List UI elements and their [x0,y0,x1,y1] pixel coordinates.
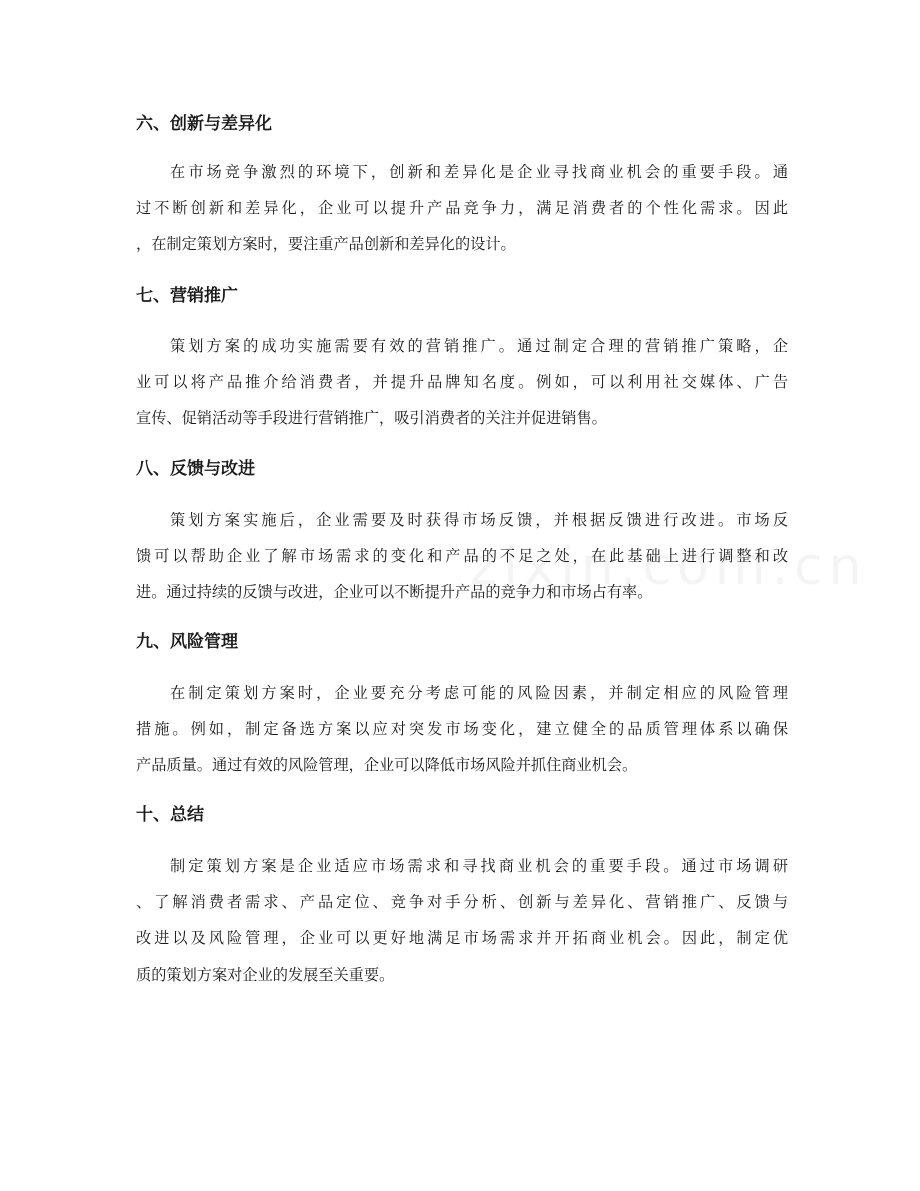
paragraph-line: 在制定策划方案时，企业要充分考虑可能的风险因素，并制定相应的风险管理 [170,684,788,702]
section-heading-marketing: 七、营销推广 [136,286,238,306]
section-paragraph-marketing [136,328,788,437]
section-heading-risk: 九、风险管理 [136,632,238,652]
paragraph-line: 宣传、促销活动等手段进行营销推广，吸引消费者的关注并促进销售。 [136,409,607,428]
section-heading-summary: 十、总结 [136,805,204,825]
paragraph-line: 策划方案的成功实施需要有效的营销推广。通过制定合理的营销推广策略，企 [170,337,788,355]
paragraph-line: ，在制定策划方案时，要注重产品创新和差异化的设计。 [136,235,516,254]
section-paragraph-innovation [136,154,788,263]
paragraph-line: 策划方案实施后，企业需要及时获得市场反馈，并根据反馈进行改进。市场反 [170,511,788,529]
section-paragraph-risk [136,675,788,784]
paragraph-line: 在市场竞争激烈的环境下，创新和差异化是企业寻找商业机会的重要手段。通 [170,163,788,181]
paragraph-line: 、了解消费者需求、产品定位、竞争对手分析、创新与差异化、营销推广、反馈与 [136,893,788,912]
section-paragraph-summary [136,848,788,993]
paragraph-line: 质的策划方案对企业的发展至关重要。 [136,965,395,984]
section-heading-innovation: 六、创新与差异化 [136,114,272,134]
paragraph-line: 馈可以帮助企业了解市场需求的变化和产品的不足之处，在此基础上进行调整和改 [136,547,788,566]
section-heading-feedback: 八、反馈与改进 [136,459,255,479]
paragraph-line: 产品质量。通过有效的风险管理，企业可以降低市场风险并抓住商业机会。 [136,756,638,775]
paragraph-line: 改进以及风险管理，企业可以更好地满足市场需求并开拓商业机会。因此，制定优 [136,929,788,948]
section-paragraph-feedback [136,502,788,611]
paragraph-line: 制定策划方案是企业适应市场需求和寻找商业机会的重要手段。通过市场调研 [170,857,788,875]
paragraph-line: 进。通过持续的反馈与改进，企业可以不断提升产品的竞争力和市场占有率。 [136,583,653,602]
paragraph-line: 措施。例如，制定备选方案以应对突发市场变化，建立健全的品质管理体系以确保 [136,720,788,739]
paragraph-line: 业可以将产品推介给消费者，并提升品牌知名度。例如，可以利用社交媒体、广告 [136,373,788,392]
paragraph-line: 过不断创新和差异化，企业可以提升产品竞争力，满足消费者的个性化需求。因此 [136,199,788,218]
